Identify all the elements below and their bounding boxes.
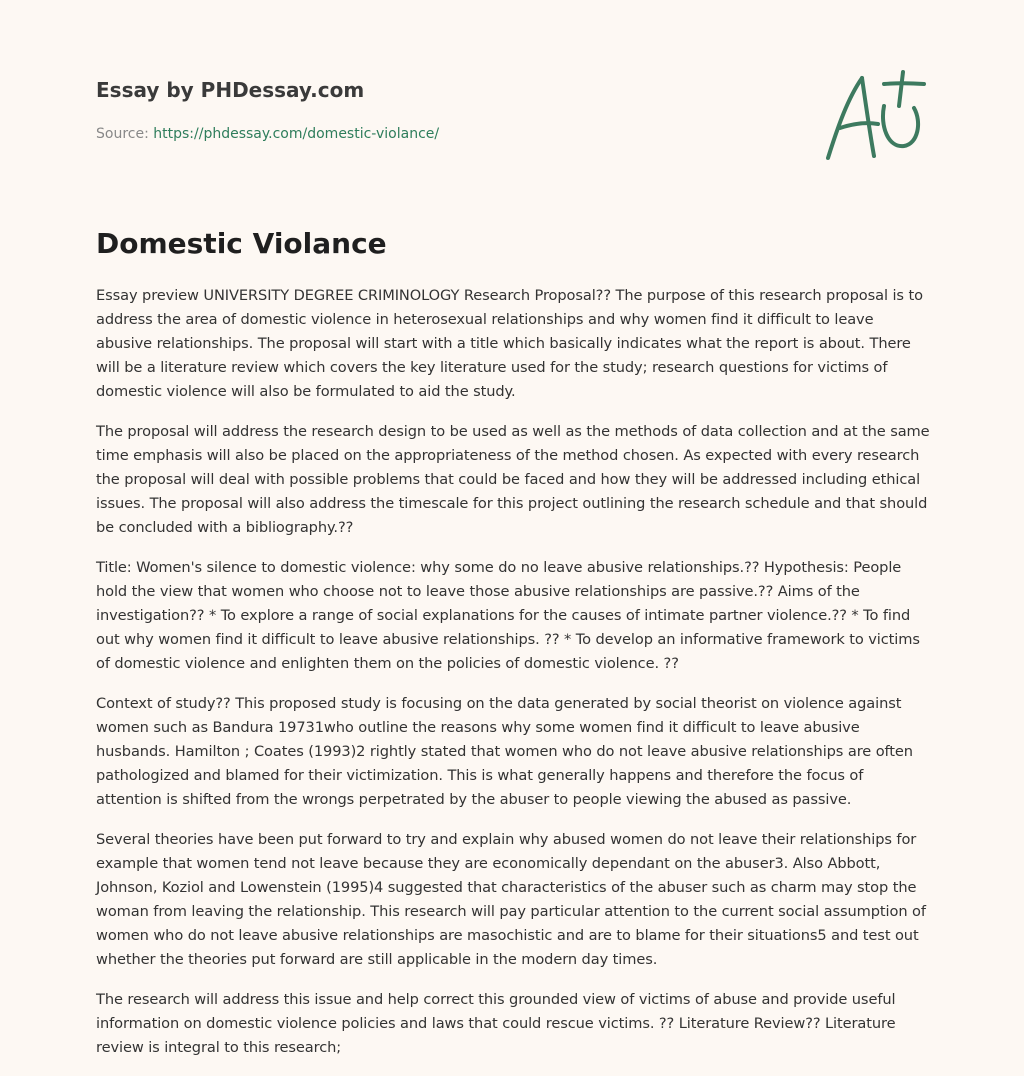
a-plus-grade-logo-icon	[818, 66, 930, 166]
paragraph: Title: Women's silence to domestic violence: why some do no leave abusive relationships.?? Hypothesis: People hold the view that women who choose not to leave those abusive relationships are passive.?? Aims of the investigation?? * To explore a range of social explanations for the causes of intimate partner violence.?? * To find out why women find it difficult to leave abusive relationships. ?? * To develop an informative framework to victims of domestic violence and enlighten them on the policies of domestic violence. ??	[96, 559, 920, 672]
paragraph: Context of study?? This proposed study is focusing on the data generated by social theorist on violence against women such as Bandura 19731who outline the reasons why some women find it difficult to leave abusive husbands. Hamilton ; Coates (1993)2 rightly stated that women who do not leave abusive relationships are often pathologized and blamed for their victimization. This is what generally happens and therefore the focus of attention is shifted from the wrongs perpetrated by the abuser to people viewing the abused as passive.	[96, 695, 913, 808]
source-link[interactable]: https://phdessay.com/domestic-violance/	[153, 126, 440, 142]
site-brand: Essay by PHDessay.com	[96, 78, 365, 102]
paragraph: Several theories have been put forward to try and explain why abused women do not leave their relationships for example that women tend not leave because they are economically dependant on the abuser3. Also Abbott, Johnson, Koziol and Lowenstein (1995)4 suggested that characteristics of the abuser such as charm may stop the woman from leaving the relationship. This research will pay particular attention to the current social assumption of women who do not leave abusive relationships are masochistic and are to blame for their situations5 and test out whether the theories put forward are still applicable in the modern day times.	[96, 831, 926, 968]
paragraph: The proposal will address the research design to be used as well as the methods of data collection and at the same time emphasis will also be placed on the appropriateness of the method chosen. As expected with every research the proposal will deal with possible problems that could be faced and how they will be addressed including ethical issues. The proposal will also address the timescale for this project outlining the research schedule and that should be concluded with a bibliography.??	[96, 423, 930, 536]
article-body	[96, 284, 932, 1076]
paragraph: Essay preview UNIVERSITY DEGREE CRIMINOLOGY Research Proposal?? The purpose of this research proposal is to address the area of domestic violence in heterosexual relationships and why women find it difficult to leave abusive relationships. The proposal will start with a title which basically indicates what the report is about. There will be a literature review which covers the key literature used for the study; research questions for victims of domestic violence will also be formulated to aid the study.	[96, 287, 923, 400]
article-title: Domestic Violance	[96, 227, 387, 260]
paragraph: The research will address this issue and help correct this grounded view of victims of abuse and provide useful information on domestic violence policies and laws that could rescue victims. ?? Literature Review?? Literature review is integral to this research;	[96, 991, 896, 1056]
header	[96, 76, 696, 143]
source-line	[96, 125, 696, 143]
source-label: Source:	[96, 126, 154, 142]
